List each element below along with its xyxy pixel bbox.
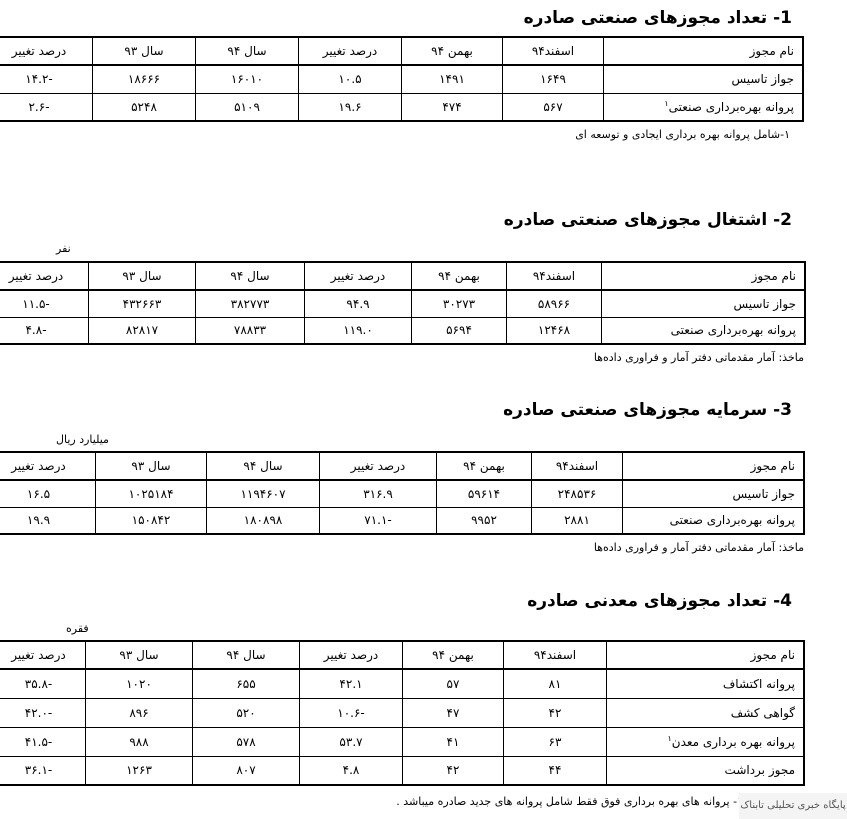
column-header: سال ۹۳ [96, 452, 207, 480]
row-label [602, 290, 806, 317]
table-cell: ۹۴.۹ [305, 290, 412, 317]
table-row [0, 698, 804, 727]
row-label [623, 507, 805, 534]
table-cell: ۱۶۴۹ [503, 65, 604, 93]
column-header: بهمن ۹۴ [403, 641, 504, 669]
table-cell: ۱۲۴۶۸ [507, 317, 602, 344]
column-header: درصد تغییر [300, 641, 403, 669]
table-row [0, 290, 805, 317]
table-cell: ۵۷ [403, 669, 504, 698]
table-cell: ۱۸۰۸۹۸ [207, 507, 320, 534]
column-header: نام مجوز [604, 37, 804, 65]
table-cell: ۴۷۴ [402, 93, 503, 121]
section-4-unit: فقره [66, 622, 89, 635]
table-cell: ۵۸۹۶۶ [507, 290, 602, 317]
table-cell: -۱۰.۶ [300, 698, 403, 727]
table-cell: ۱۱۹۴۶۰۷ [207, 480, 320, 507]
section-1-table [0, 36, 804, 122]
table-cell: -۲.۶ [0, 93, 93, 121]
section-1-note: ۱-شامل پروانه بهره برداری ایجادی و توسعه ای [575, 128, 790, 141]
table-cell: ۴۲ [403, 756, 504, 785]
table-cell: ۱۵۰۸۴۲ [96, 507, 207, 534]
table-header-row [0, 452, 804, 480]
row-label-text: جواز تاسیس [733, 296, 796, 311]
table-row [0, 480, 804, 507]
table-cell: ۱۴۹۱ [402, 65, 503, 93]
column-header: نام مجوز [607, 641, 805, 669]
column-header: اسفند۹۴ [507, 262, 602, 290]
column-header: سال ۹۴ [193, 641, 300, 669]
table-cell: ۱۲۶۳ [86, 756, 193, 785]
column-header: نام مجوز [602, 262, 806, 290]
table-row [0, 727, 804, 756]
table-cell: -۷۱.۱ [320, 507, 437, 534]
row-label [607, 727, 805, 756]
table-cell: ۳۸۲۷۷۳ [196, 290, 305, 317]
section-2-table [0, 261, 806, 345]
table-header-row [0, 37, 803, 65]
column-header: اسفند۹۴ [504, 641, 607, 669]
table-row [0, 317, 805, 344]
column-header: درصد تغییر [0, 37, 93, 65]
column-header: اسفند۹۴ [532, 452, 623, 480]
column-header: درصد تغییر [0, 641, 86, 669]
row-label-text: پروانه بهره‌برداری صنعتی [669, 513, 795, 528]
table-cell: -۴۱.۵ [0, 727, 86, 756]
table-cell: ۸۹۶ [86, 698, 193, 727]
row-label [602, 317, 806, 344]
row-label-text: جواز تاسیس [732, 486, 795, 501]
table-cell: ۴۱ [403, 727, 504, 756]
table-cell: ۸۱ [504, 669, 607, 698]
table-cell: ۸۲۸۱۷ [89, 317, 196, 344]
column-header: سال ۹۴ [196, 37, 299, 65]
table-cell: ۷۸۸۳۳ [196, 317, 305, 344]
row-label [607, 669, 805, 698]
row-label-text: مجوز برداشت [724, 763, 795, 778]
table-cell: -۴.۸ [0, 317, 89, 344]
table-row [0, 507, 804, 534]
table-cell: ۵۹۶۱۴ [437, 480, 532, 507]
column-header: بهمن ۹۴ [402, 37, 503, 65]
column-header: سال ۹۳ [86, 641, 193, 669]
section-2-title: 2- اشتغال مجوزهای صنعتی صادره [503, 210, 792, 230]
table-cell: ۱۰۲۰ [86, 669, 193, 698]
table-header-row [0, 262, 805, 290]
table-cell: ۵۲۴۸ [93, 93, 196, 121]
table-cell: ۴۲ [504, 698, 607, 727]
table-cell: ۶۵۵ [193, 669, 300, 698]
table-cell: ۴۲.۱ [300, 669, 403, 698]
table-row [0, 65, 803, 93]
row-label [604, 65, 804, 93]
column-header: بهمن ۹۴ [437, 452, 532, 480]
section-4-table [0, 640, 805, 786]
table-cell: ۹۸۸ [86, 727, 193, 756]
table-row [0, 669, 804, 698]
footnote-marker: ۱ [667, 734, 672, 743]
row-label-text: جواز تاسیس [731, 72, 794, 87]
table-cell: ۳۰۲۷۳ [412, 290, 507, 317]
table-cell: -۴۲.۰ [0, 698, 86, 727]
table-cell: ۵۷۸ [193, 727, 300, 756]
row-label [607, 698, 805, 727]
section-2-note: ماخذ: آمار مقدماتی دفتر آمار و فراوری داده‌ها [593, 351, 804, 364]
row-label [604, 93, 804, 121]
section-4-note: - پروانه های بهره برداری فوق فقط شامل پروانه های جدید صادره میباشد . [396, 795, 738, 808]
row-label-text: پروانه بهره‌برداری صنعتی [670, 323, 796, 338]
table-cell: ۴.۸ [300, 756, 403, 785]
column-header: درصد تغییر [0, 262, 89, 290]
table-cell: ۶۳ [504, 727, 607, 756]
section-2-unit: نفر [56, 242, 71, 255]
table-cell: -۱۱.۵ [0, 290, 89, 317]
table-cell: -۱۴.۲ [0, 65, 93, 93]
table-cell: ۵۲۰ [193, 698, 300, 727]
section-3-table [0, 451, 805, 535]
column-header: درصد تغییر [0, 452, 96, 480]
section-3-unit: میلیارد ریال [56, 433, 109, 446]
column-header: درصد تغییر [305, 262, 412, 290]
table-cell: ۱۹.۹ [0, 507, 96, 534]
column-header: نام مجوز [623, 452, 805, 480]
column-header: اسفند۹۴ [503, 37, 604, 65]
table-cell: ۱۸۶۶۶ [93, 65, 196, 93]
section-3-title: 3- سرمایه مجوزهای صنعتی صادره [503, 400, 792, 420]
column-header: درصد تغییر [320, 452, 437, 480]
table-header-row [0, 641, 804, 669]
column-header: بهمن ۹۴ [412, 262, 507, 290]
table-cell: ۱۶۰۱۰ [196, 65, 299, 93]
table-cell: ۱۱۹.۰ [305, 317, 412, 344]
table-cell: -۳۶.۱ [0, 756, 86, 785]
table-cell: ۵۳.۷ [300, 727, 403, 756]
table-cell: ۱۰.۵ [299, 65, 402, 93]
row-label-text: پروانه اکتشاف [722, 676, 795, 691]
section-4-title: 4- تعداد مجوزهای معدنی صادره [527, 591, 792, 611]
table-cell: ۵۶۹۴ [412, 317, 507, 344]
table-cell: ۱۹.۶ [299, 93, 402, 121]
row-label-text: پروانه بهره‌برداری صنعتی [668, 100, 794, 115]
row-label [623, 480, 805, 507]
column-header: سال ۹۴ [196, 262, 305, 290]
section-3-note: ماخذ: آمار مقدماتی دفتر آمار و فراوری داده‌ها [593, 541, 804, 554]
table-cell: ۲۸۸۱ [532, 507, 623, 534]
column-header: سال ۹۳ [89, 262, 196, 290]
footnote-marker: ۱ [664, 99, 669, 109]
section-1-title: 1- تعداد مجوزهای صنعتی صادره [523, 8, 792, 28]
table-cell: ۵۱۰۹ [196, 93, 299, 121]
watermark-logo: پایگاه خبری تحلیلی تابناک [739, 793, 847, 819]
table-cell: ۸۰۷ [193, 756, 300, 785]
table-cell: ۵۶۷ [503, 93, 604, 121]
table-cell: ۹۹۵۲ [437, 507, 532, 534]
table-cell: ۳۱۶.۹ [320, 480, 437, 507]
table-cell: -۳۵.۸ [0, 669, 86, 698]
table-cell: ۴۴ [504, 756, 607, 785]
table-cell: ۲۴۸۵۳۶ [532, 480, 623, 507]
table-cell: ۱۶.۵ [0, 480, 96, 507]
column-header: درصد تغییر [299, 37, 402, 65]
table-row [0, 93, 803, 121]
table-cell: ۴۳۲۶۶۳ [89, 290, 196, 317]
column-header: سال ۹۴ [207, 452, 320, 480]
row-label [607, 756, 805, 785]
table-cell: ۴۷ [403, 698, 504, 727]
column-header: سال ۹۳ [93, 37, 196, 65]
row-label-text: پروانه بهره برداری معدن [671, 735, 795, 749]
table-cell: ۱۰۲۵۱۸۴ [96, 480, 207, 507]
row-label-text: گواهی کشف [730, 705, 795, 720]
table-row [0, 756, 804, 785]
